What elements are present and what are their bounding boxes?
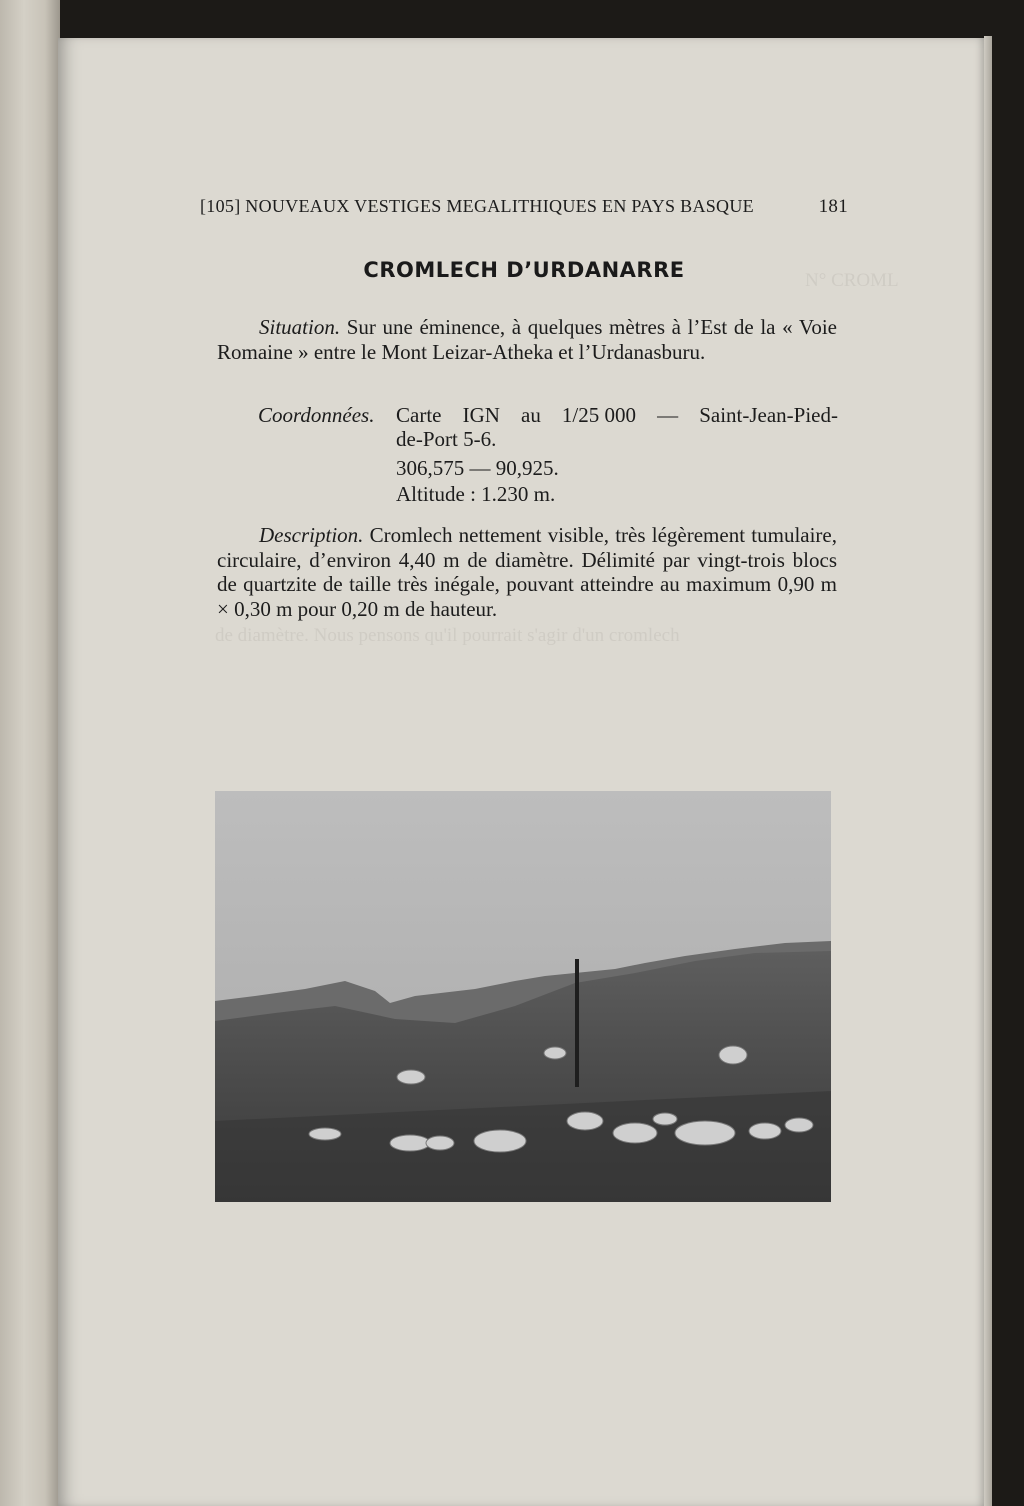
section-heading: CROMLECH D’URDANARRE — [363, 258, 685, 282]
coordinates-line-3: 306,575 — 90,925. — [396, 456, 559, 480]
description-text: Cromlech nettement visible, très légèrement tumulaire, circulaire, d’environ 4,40 m de diamètre. Délimité par vingt-trois blocs de quartzite de taille très inégale, pouvant atteindre au maximum 0,90 m × 0,30 m pour 0,20 m de hauteur. — [217, 523, 837, 621]
marker-pole — [575, 959, 579, 1087]
coordinates-line-2: de-Port 5-6. — [396, 427, 497, 451]
coord-word: Carte — [396, 403, 442, 427]
coord-word: IGN — [462, 403, 500, 427]
coord-word: — — [657, 403, 679, 427]
coordinates-label: Coordonnées. — [258, 403, 375, 427]
situation-text: Sur une éminence, à quelques mètres à l’Est de la « Voie Romaine » entre le Mont Leizar-Atheka et l’Urdanasburu. — [217, 315, 837, 364]
page-fore-edge — [984, 36, 992, 1506]
coordinates-line-4: Altitude : 1.230 m. — [396, 482, 556, 506]
cromlech-photograph — [215, 791, 831, 1202]
description-paragraph — [217, 523, 837, 621]
coord-word: Saint-Jean-Pied- — [699, 403, 838, 427]
coord-word: au — [521, 403, 541, 427]
photo-scene — [215, 791, 831, 1202]
situation-label: Situation. — [259, 315, 341, 339]
bleed-through: N° CROML — [805, 270, 899, 291]
coord-word: 1/25 000 — [561, 403, 637, 427]
facing-page-edge — [0, 0, 60, 1506]
running-head-title: [105] NOUVEAUX VESTIGES MEGALITHIQUES EN PAYS BASQUE — [200, 196, 754, 216]
coordinates-line-1 — [396, 403, 838, 428]
situation-paragraph — [217, 315, 837, 364]
bleed-through: de diamètre. Nous pensons qu'il pourrait s'agir d'un cromlech — [215, 625, 680, 646]
description-label: Description. — [259, 523, 364, 547]
page-number: 181 — [818, 196, 848, 217]
